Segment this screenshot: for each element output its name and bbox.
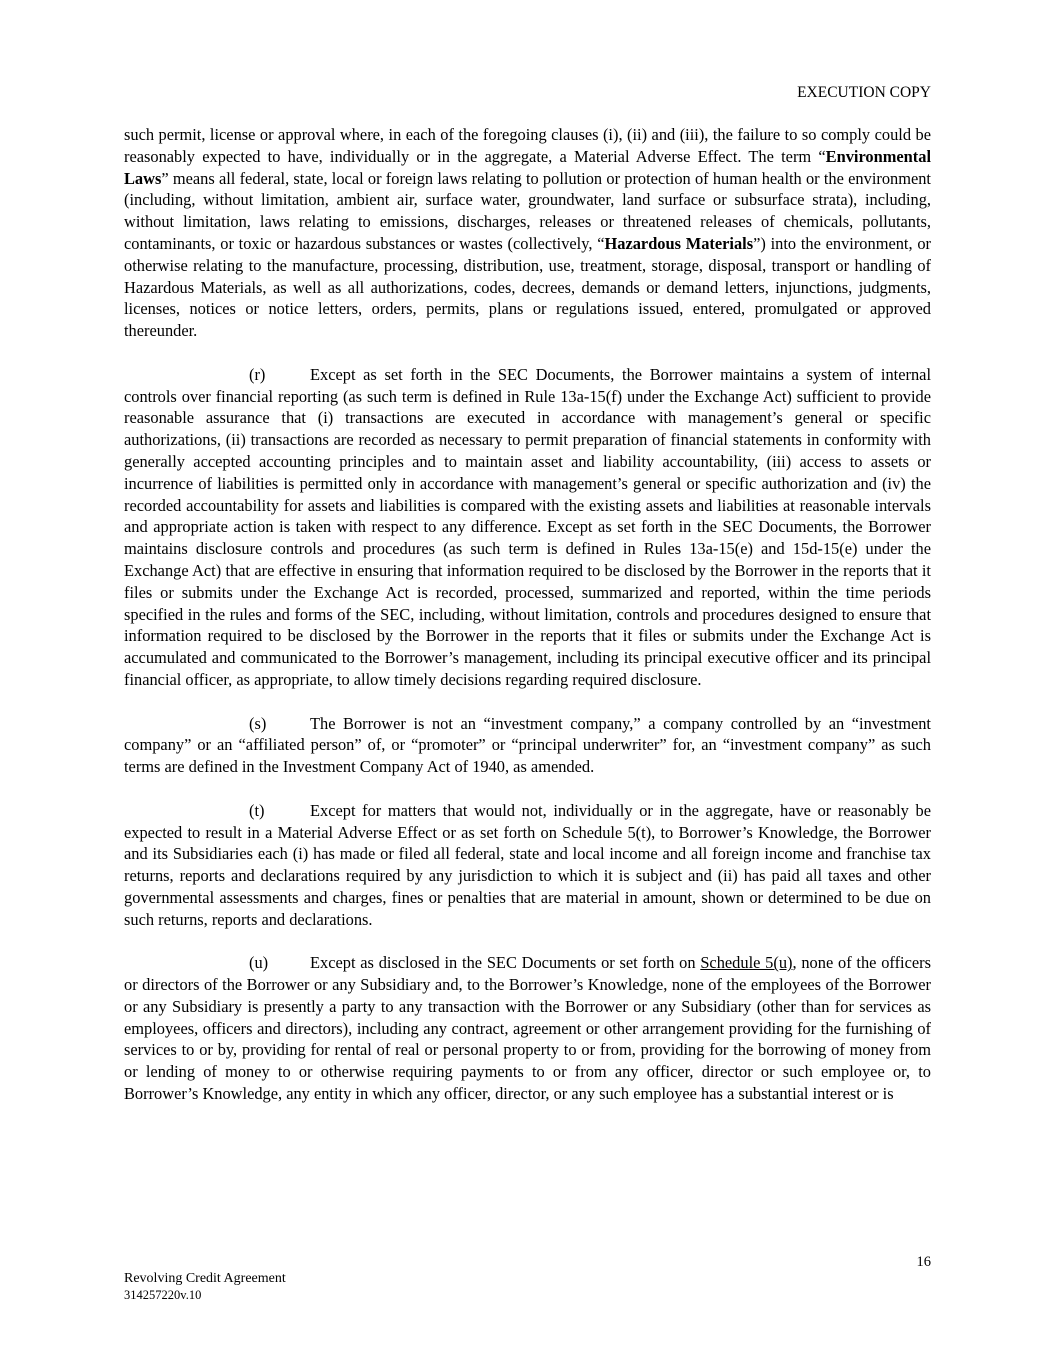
footer-doc-id: 314257220v.10 — [124, 1288, 202, 1302]
section-text: , none of the officers or directors of the Borrower or any Subsidiary and, to the Borrower’s Knowledge, none of the employees of the Borrower or any Subsidiary is presently a party to any transaction with the Borrower or any Subsidiary (other than for services as employees, officers and directors), including any contract, agreement or other arrangement providing for the furnishing of services to or by, providing for rental of real or personal property to or from, providing for the borrowing of money from or lending of money to or otherwise requiring payments to or from any officer, director or such employee or, to Borrower’s Knowledge, any entity in which any officer, director, or any such employee has a substantial interest or is — [124, 953, 931, 1104]
page-number: 16 — [916, 1254, 931, 1270]
execution-copy-header: EXECUTION COPY — [797, 84, 931, 101]
paragraph-text: ”) into the environment, or otherwise relating to the manufacture, processing, distribution, use, treatment, storage, disposal, transport or handling of Hazardous Materials, as well as all authorizations, codes, decrees, demands or demand letters, injunctions, judgments, licenses, notices or notice letters, orders, permits, plans or regulations issued, entered, promulgated or approved thereunder. — [124, 233, 931, 341]
paragraph-text: such permit, license or approval where, in each of the foregoing clauses (i), (ii) and (iii), the failure to so comply could be reasonably expected to have, individually or in the aggregate, a Material Adverse Effect. The term “ — [124, 125, 931, 166]
section-label: (s) — [249, 713, 267, 733]
section-label: (u) — [249, 953, 269, 973]
footer — [124, 1270, 286, 1304]
section-s — [124, 713, 931, 778]
section-t — [124, 800, 931, 931]
section-label: (t) — [249, 800, 265, 820]
schedule-5u-reference: Schedule 5(u) — [700, 953, 793, 973]
defined-term-hazardous-materials: Hazardous Materials — [604, 233, 754, 253]
defined-term-environmental-laws: Environmental Laws — [124, 146, 931, 188]
section-text: Except for matters that would not, individually or in the aggregate, have or reasonably be expected to result in a Material Adverse Effect or as set forth on Schedule 5(t), to Borrower’s Knowledge, the Borrower and its Subsidiaries each (i) has made or filed all federal, state and local income and all foreign income and franchise tax returns, reports and declarations required by any jurisdiction to which it is subject and (ii) has paid all taxes and other governmental assessments and charges, fines or penalties that are material in amount, shown or determined to be due on such returns, reports and declarations. — [124, 800, 931, 929]
section-text: Except as set forth in the SEC Documents, the Borrower maintains a system of internal controls over financial reporting (as such term is defined in Rule 13a-15(f) under the Exchange Act) sufficient to provide reasonable assurance that (i) transactions are executed in accordance with management’s general or specific authorizations, (ii) transactions are recorded as necessary to permit preparation of financial statements in conformity with generally accepted accounting principles and to maintain asset and liability accountability, (iii) access to assets or incurrence of liabilities is permitted only in accordance with management’s general or specific authorization and (iv) the recorded accountability for assets and liabilities is compared with the existing assets and liabilities at reasonable intervals and appropriate action is taken with respect to any difference. Except as set forth in the SEC Documents, the Borrower maintains disclosure controls and procedures (as such term is defined in Rules 13a-15(e) and 15d-15(e) under the Exchange Act) that are effective in ensuring that information required to be disclosed by the Borrower in the reports that it files or submits under the Exchange Act is recorded, processed, summarized and reported, within the time periods specified in the rules and forms of the SEC, including, without limitation, controls and procedures designed to ensure that information required to be disclosed by the Borrower in the reports that it files or submits under the Exchange Act is accumulated and communicated to the Borrower’s management, including its principal executive officer and its principal financial officer, as appropriate, to allow timely decisions regarding required disclosure. — [124, 364, 931, 689]
section-text: Except as disclosed in the SEC Documents or set forth on — [310, 953, 701, 973]
footer-title: Revolving Credit Agreement — [124, 1271, 286, 1286]
paragraph-continuation — [124, 124, 931, 342]
section-text: The Borrower is not an “investment company,” a company controlled by an “investment company” or an “affiliated person” of, or “promoter” or “principal underwriter” for, an “investment company” as such terms are defined in the Investment Company Act of 1940, as amended. — [124, 713, 931, 777]
section-label: (r) — [249, 364, 266, 384]
document-body — [124, 124, 931, 1105]
section-r — [124, 364, 931, 691]
paragraph-text: ” means all federal, state, local or foreign laws relating to pollution or protection of human health or the environment (including, without limitation, ambient air, surface water, groundwater, land surface or subsurface strata), including, without limitation, laws relating to emissions, discharges, releases or threatened releases of chemicals, pollutants, contaminants, or toxic or hazardous substances or wastes (collectively, “ — [124, 168, 931, 253]
section-u — [124, 952, 931, 1105]
